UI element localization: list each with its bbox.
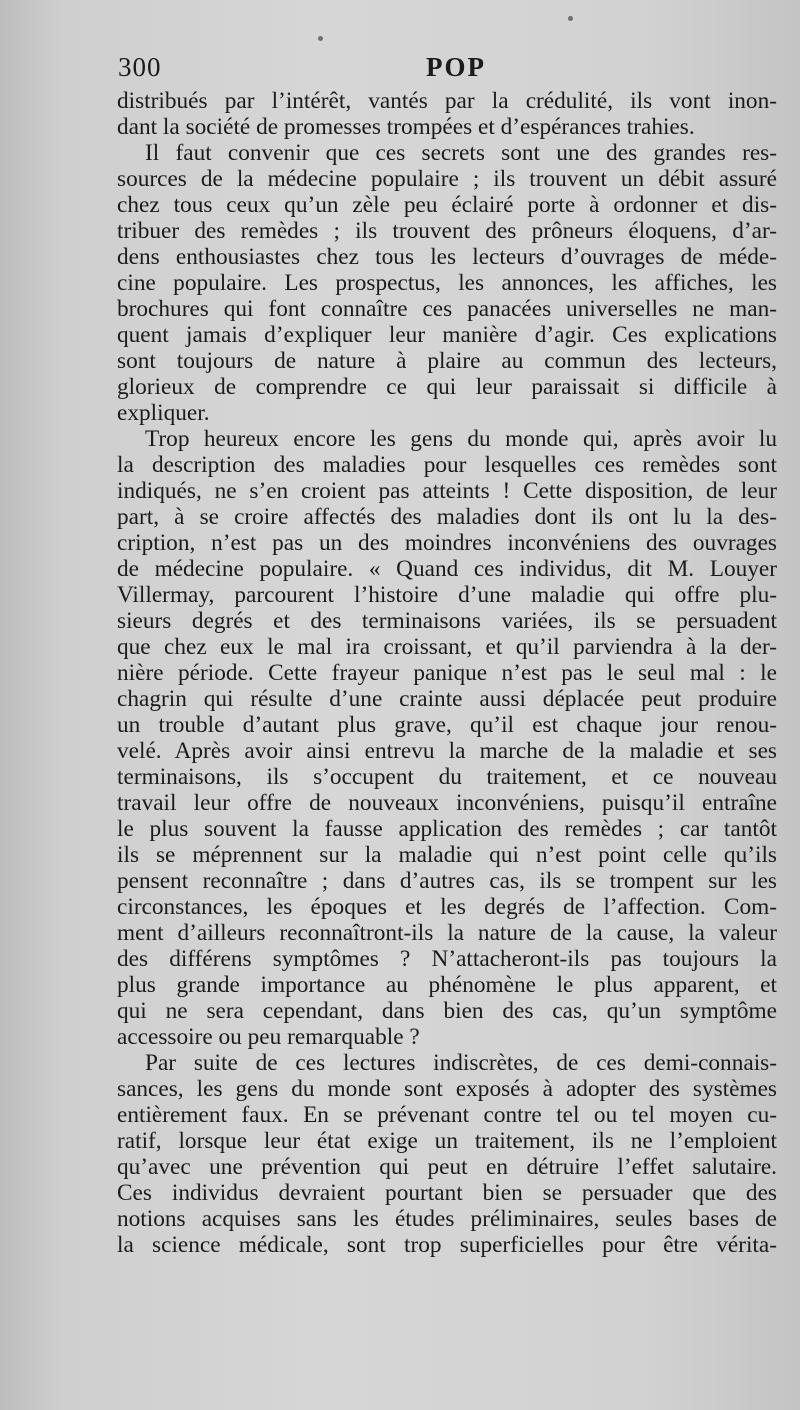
- text-line: dant la société de promesses trompées et d’espérances trahies.: [117, 114, 695, 140]
- text-line: brochures qui font connaître ces panacées universelles ne man-: [117, 296, 777, 322]
- text-line: qui ne sera cependant, dans bien des cas, qu’un symptôme: [117, 998, 777, 1024]
- text-line: Par suite de ces lectures indiscrètes, de ces demi-connais-: [145, 1050, 777, 1076]
- text-line: un trouble d’autant plus grave, qu’il est chaque jour renou-: [117, 712, 777, 738]
- text-line: chez tous ceux qu’un zèle peu éclairé porte à ordonner et dis-: [117, 192, 777, 218]
- text-line: dens enthousiastes chez tous les lecteurs d’ouvrages de méde-: [117, 244, 777, 270]
- running-head: [118, 52, 776, 86]
- text-line: qu’avec une prévention qui peut en détruire l’effet salutaire.: [117, 1154, 777, 1180]
- text-line: travail leur offre de nouveaux inconvéniens, puisqu’il entraîne: [117, 790, 777, 816]
- text-line: pensent reconnaître ; dans d’autres cas, ils se trompent sur les: [117, 868, 777, 894]
- text-line: de médecine populaire. « Quand ces individus, dit M. Louyer: [117, 556, 777, 582]
- text-line: accessoire ou peu remarquable ?: [117, 1024, 420, 1050]
- text-line: terminaisons, ils s’occupent du traitement, et ce nouveau: [117, 764, 777, 790]
- text-line: entièrement faux. En se prévenant contre tel ou tel moyen cu-: [117, 1102, 777, 1128]
- text-line: chagrin qui résulte d’une crainte aussi déplacée peut produire: [117, 686, 777, 712]
- text-line: cription, n’est pas un des moindres inconvéniens des ouvrages: [117, 530, 777, 556]
- text-line: quent jamais d’expliquer leur manière d’agir. Ces explications: [117, 322, 777, 348]
- text-line: que chez eux le mal ira croissant, et qu’il parviendra à la der-: [117, 634, 777, 660]
- text-line: la description des maladies pour lesquelles ces remèdes sont: [117, 452, 777, 478]
- text-line: le plus souvent la fausse application des remèdes ; car tantôt: [117, 816, 777, 842]
- text-line: notions acquises sans les études préliminaires, seules bases de: [117, 1206, 777, 1232]
- text-line: tribuer des remèdes ; ils trouvent des prôneurs éloquens, d’ar-: [117, 218, 777, 244]
- page-number: 300: [118, 52, 162, 82]
- text-line: expliquer.: [117, 400, 210, 426]
- text-line: sieurs degrés et des terminaisons variées, ils se persuadent: [117, 608, 777, 634]
- text-line: sont toujours de nature à plaire au commun des lecteurs,: [117, 348, 777, 374]
- text-line: ment d’ailleurs reconnaîtront-ils la nature de la cause, la valeur: [117, 920, 777, 946]
- text-line: sances, les gens du monde sont exposés à adopter des systèmes: [117, 1076, 777, 1102]
- text-line: la science médicale, sont trop superficielles pour être vérita-: [117, 1232, 777, 1258]
- text-line: cine populaire. Les prospectus, les annonces, les affiches, les: [117, 270, 777, 296]
- text-line: indiqués, ne s’en croient pas atteints ! Cette disposition, de leur: [117, 478, 777, 504]
- text-line: glorieux de comprendre ce qui leur paraissait si difficile à: [117, 374, 777, 400]
- text-line: distribués par l’intérêt, vantés par la crédulité, ils vont inon-: [117, 88, 777, 114]
- text-line: Il faut convenir que ces secrets sont une des grandes res-: [145, 140, 777, 166]
- text-line: circonstances, les époques et les degrés de l’affection. Com-: [117, 894, 777, 920]
- text-line: des différens symptômes ? N’attacheront-ils pas toujours la: [117, 946, 777, 972]
- text-line: plus grande importance au phénomène le plus apparent, et: [117, 972, 777, 998]
- ink-speck: [318, 36, 323, 41]
- running-title: POP: [426, 52, 486, 82]
- text-line: ils se méprennent sur la maladie qui n’est point celle qu’ils: [117, 842, 777, 868]
- text-line: velé. Après avoir ainsi entrevu la marche de la maladie et ses: [117, 738, 777, 764]
- text-line: nière période. Cette frayeur panique n’est pas le seul mal : le: [117, 660, 777, 686]
- text-line: sources de la médecine populaire ; ils trouvent un débit assuré: [117, 166, 777, 192]
- text-line: Ces individus devraient pourtant bien se persuader que des: [117, 1180, 777, 1206]
- ink-speck: [568, 16, 573, 21]
- text-line: ratif, lorsque leur état exige un traitement, ils ne l’emploient: [117, 1128, 777, 1154]
- text-line: Trop heureux encore les gens du monde qui, après avoir lu: [145, 426, 777, 452]
- text-line: part, à se croire affectés des maladies dont ils ont lu la des-: [117, 504, 777, 530]
- text-line: Villermay, parcourent l’histoire d’une maladie qui offre plu-: [117, 582, 777, 608]
- body-text: [117, 88, 777, 1258]
